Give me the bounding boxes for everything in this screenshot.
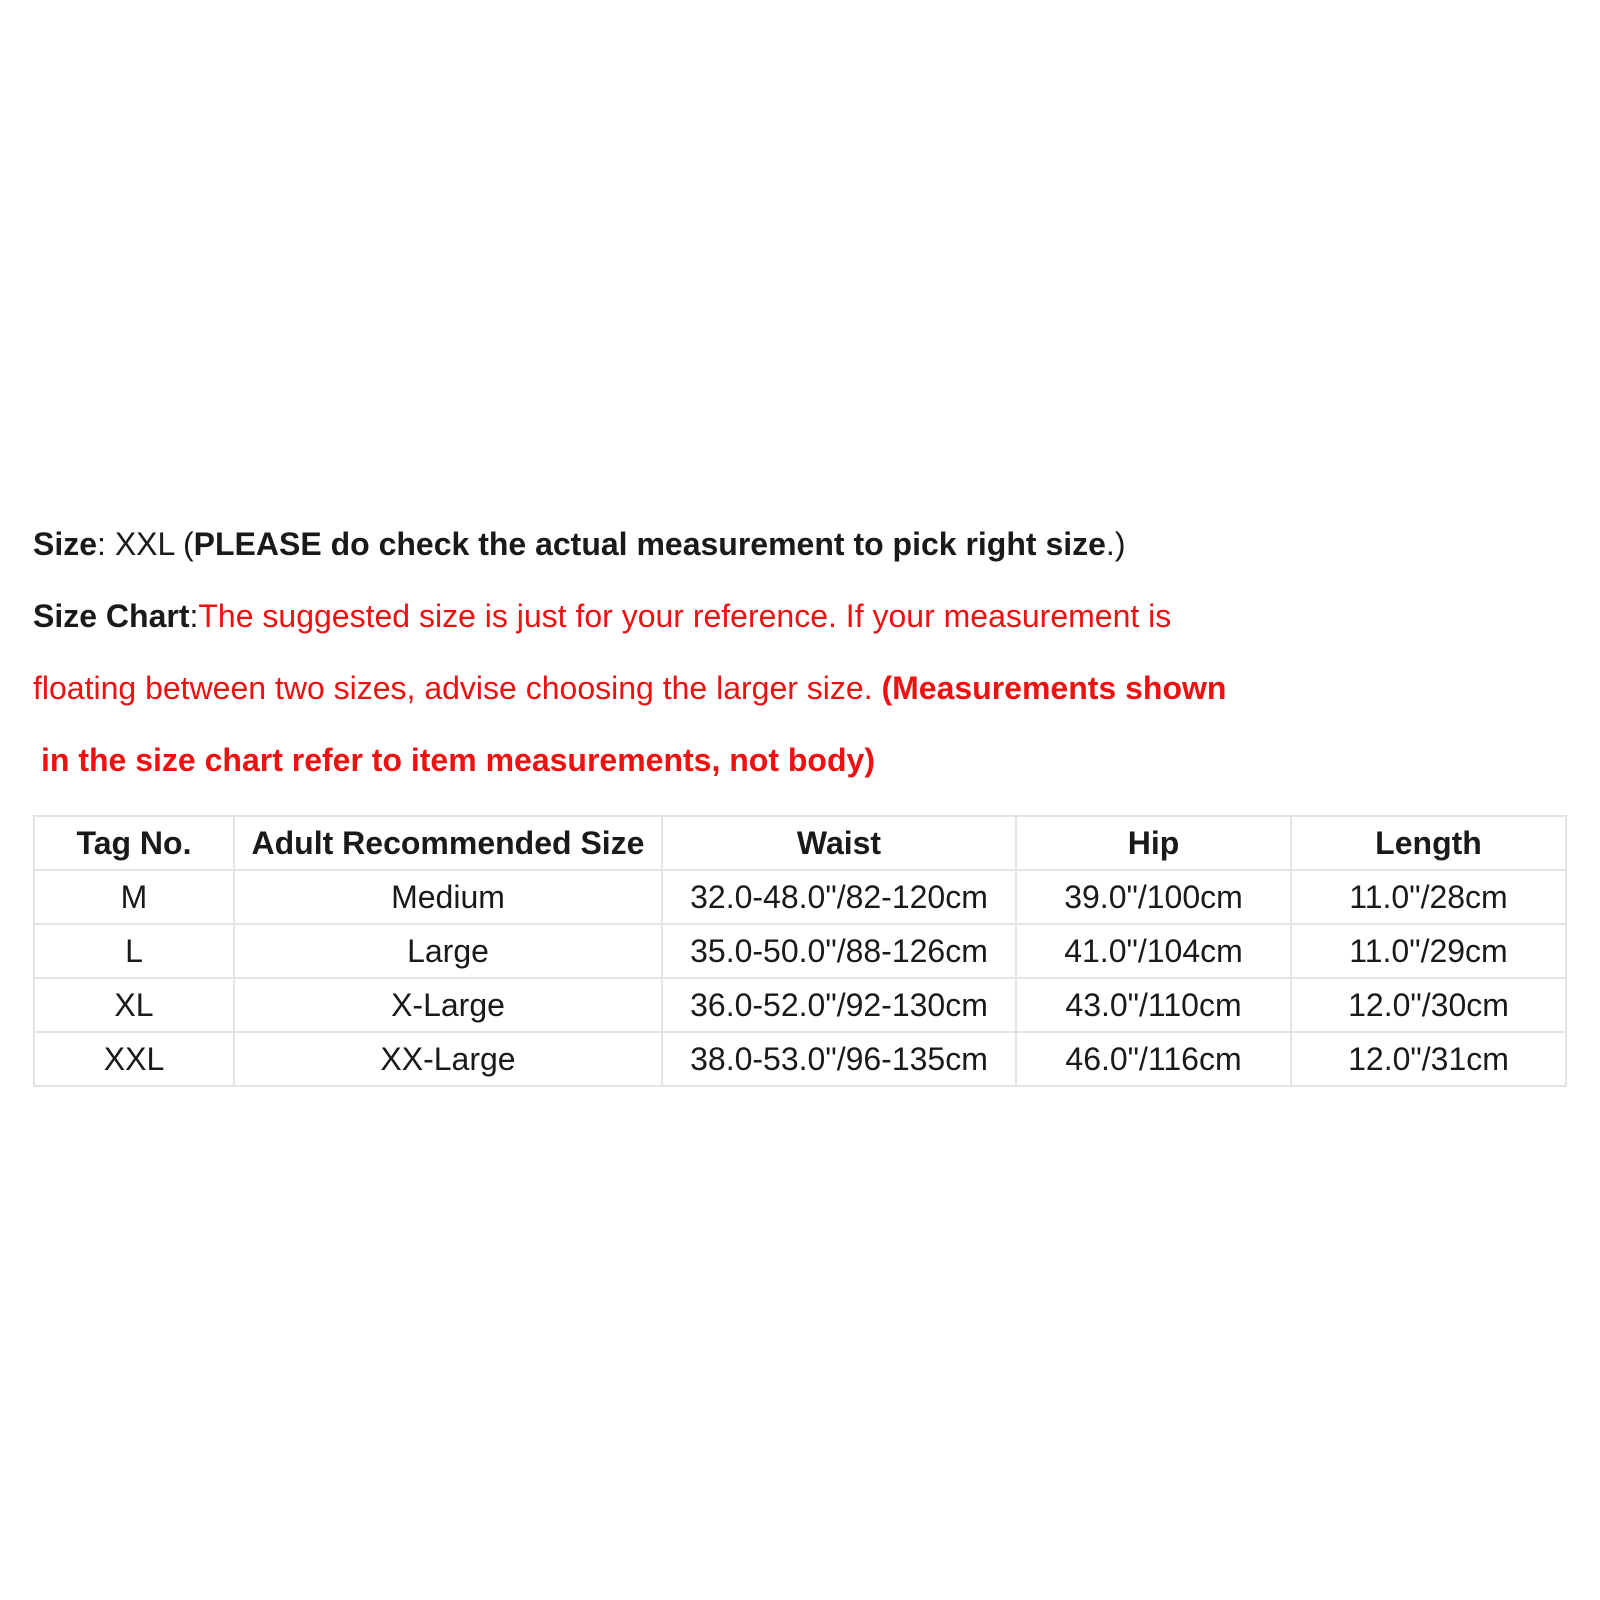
- size-chart-table: [33, 815, 1567, 1087]
- cell-tag-no: XL: [34, 978, 234, 1032]
- header-adult-recommended-size: Adult Recommended Size: [234, 816, 662, 870]
- size-chart-note-line-3: [41, 740, 875, 780]
- paren-open: (: [174, 526, 194, 562]
- size-chart-note-text-1: The suggested size is just for your reference. If your measurement is: [198, 598, 1172, 634]
- cell-waist: 32.0-48.0"/82-120cm: [662, 870, 1016, 924]
- cell-waist: 38.0-53.0"/96-135cm: [662, 1032, 1016, 1086]
- size-chart-note-line-1: [33, 596, 1171, 636]
- size-line: [33, 524, 1125, 564]
- header-waist: Waist: [662, 816, 1016, 870]
- measurement-note-bold-1: (Measurements shown: [881, 670, 1227, 706]
- measurement-note-bold-2: in the size chart refer to item measurements, not body): [41, 742, 875, 778]
- table-header-row: [34, 816, 1566, 870]
- cell-hip: 46.0"/116cm: [1016, 1032, 1291, 1086]
- table-row: [34, 978, 1566, 1032]
- size-chart-label: Size Chart: [33, 598, 190, 634]
- cell-recommended-size: X-Large: [234, 978, 662, 1032]
- table-row: [34, 1032, 1566, 1086]
- paren-close: .): [1105, 526, 1126, 562]
- size-chart-separator: :: [189, 598, 199, 634]
- table-row: [34, 870, 1566, 924]
- cell-tag-no: XXL: [34, 1032, 234, 1086]
- measurement-warning: PLEASE do check the actual measurement to pick right size: [193, 526, 1106, 562]
- size-value: XXL: [114, 526, 175, 562]
- cell-length: 12.0"/30cm: [1291, 978, 1566, 1032]
- cell-hip: 41.0"/104cm: [1016, 924, 1291, 978]
- cell-hip: 43.0"/110cm: [1016, 978, 1291, 1032]
- cell-tag-no: M: [34, 870, 234, 924]
- cell-length: 12.0"/31cm: [1291, 1032, 1566, 1086]
- table-row: [34, 924, 1566, 978]
- size-label: Size: [33, 526, 98, 562]
- cell-waist: 36.0-52.0"/92-130cm: [662, 978, 1016, 1032]
- header-length: Length: [1291, 816, 1566, 870]
- size-chart-note-text-2: floating between two sizes, advise choosing the larger size.: [33, 670, 882, 706]
- cell-length: 11.0"/28cm: [1291, 870, 1566, 924]
- cell-recommended-size: Large: [234, 924, 662, 978]
- cell-waist: 35.0-50.0"/88-126cm: [662, 924, 1016, 978]
- cell-hip: 39.0"/100cm: [1016, 870, 1291, 924]
- size-separator: :: [97, 526, 115, 562]
- header-hip: Hip: [1016, 816, 1291, 870]
- cell-length: 11.0"/29cm: [1291, 924, 1566, 978]
- size-chart-note-line-2: [33, 668, 1226, 708]
- cell-recommended-size: XX-Large: [234, 1032, 662, 1086]
- header-tag-no: Tag No.: [34, 816, 234, 870]
- cell-tag-no: L: [34, 924, 234, 978]
- cell-recommended-size: Medium: [234, 870, 662, 924]
